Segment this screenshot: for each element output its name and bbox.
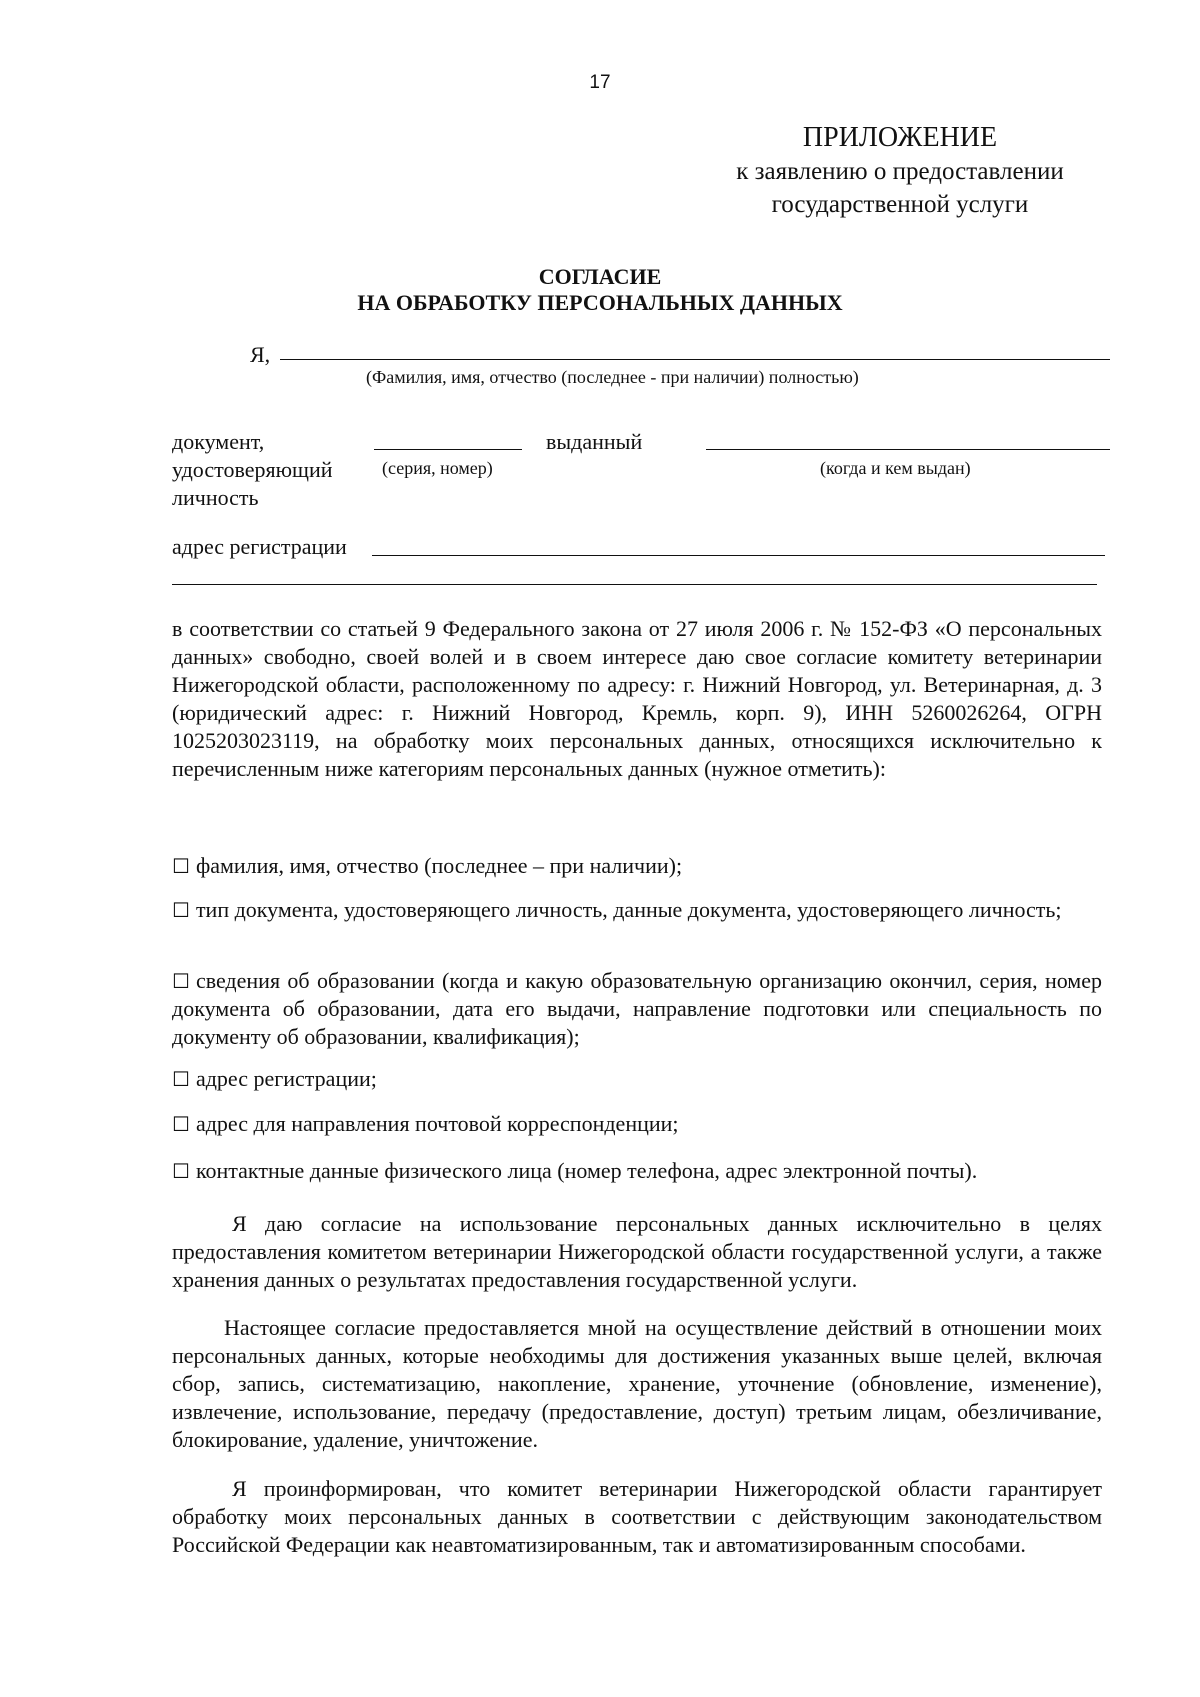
document-title: СОГЛАСИЕ (538, 264, 662, 289)
option-label: контактные данные физического лица (номер телефона, адрес электронной почты). (195, 1158, 978, 1183)
checkbox-icon[interactable]: ☐ (172, 1159, 190, 1183)
option-label: адрес для направления почтовой корреспонденции; (195, 1111, 679, 1136)
option-label: фамилия, имя, отчество (последнее – при наличии); (195, 853, 683, 878)
i-label: Я, (250, 342, 271, 367)
option-item (172, 1110, 1102, 1138)
checkbox-icon[interactable]: ☐ (172, 1067, 190, 1091)
option-item (172, 896, 1102, 924)
series-number-hint: (серия, номер) (382, 458, 493, 478)
appendix-subtitle-line1: к заявлению о предоставлении (736, 158, 1064, 185)
option-label: адрес регистрации; (195, 1066, 377, 1091)
option-item (172, 1065, 1102, 1093)
checkbox-icon[interactable]: ☐ (172, 854, 190, 878)
fio-field[interactable] (280, 359, 1110, 360)
issued-label: выданный (546, 429, 643, 454)
option-item (172, 967, 1102, 1051)
option-item (172, 1157, 1102, 1185)
address-field-continuation[interactable] (172, 584, 1097, 585)
guarantee-paragraph: Я проинформирован, что комитет ветеринарии Нижегородской области гарантирует обработку моих персональных данных в соответствии с действующим законодательством Российской Федерации как неавтоматизированным, так и автоматизированным способами. (172, 1476, 1102, 1557)
document-subtitle: НА ОБРАБОТКУ ПЕРСОНАЛЬНЫХ ДАННЫХ (357, 290, 843, 315)
option-item (172, 852, 1102, 880)
issued-field[interactable] (706, 449, 1110, 450)
checkbox-icon[interactable]: ☐ (172, 1112, 190, 1136)
address-field[interactable] (372, 555, 1105, 556)
option-label: тип документа, удостоверяющего личность, данные документа, удостоверяющего личность; (195, 897, 1062, 922)
purpose-paragraph: Я даю согласие на использование персональных данных исключительно в целях предоставления комитетом ветеринарии Нижегородской области государственной услуги, а также хранения данных о результатах предоставления государственной услуги. (172, 1211, 1102, 1292)
option-label: сведения об образовании (когда и какую образовательную организацию окончил, серия, номер документа об образовании, дата его выдачи, направление подготовки или специальность по документу об образовании, квалификация); (172, 968, 1102, 1049)
checkbox-icon[interactable]: ☐ (172, 969, 190, 993)
appendix-subtitle-line2: государственной услуги (771, 191, 1029, 218)
document-label-line3: личность (172, 485, 259, 510)
page-number: 17 (589, 72, 611, 93)
checkbox-icon[interactable]: ☐ (172, 898, 190, 922)
fio-hint: (Фамилия, имя, отчество (последнее - при наличии) полностью) (366, 367, 859, 387)
actions-paragraph: Настоящее согласие предоставляется мной на осуществление действий в отношении моих персональных данных, которые необходимы для достижения указанных выше целей, включая сбор, запись, систематизацию, накопление, хранение, уточнение (обновление, изменение), извлечение, использование, передачу (предоставление, доступ) третьим лицам, обезличивание, блокирование, удаление, уничтожение. (172, 1315, 1102, 1452)
series-number-field[interactable] (374, 449, 522, 450)
address-label: адрес регистрации (172, 534, 347, 559)
consent-intro-paragraph: в соответствии со статьей 9 Федерального закона от 27 июля 2006 г. № 152-ФЗ «О персональных данных» свободно, своей волей и в своем интересе даю свое согласие комитету ветеринарии Нижегородской области, расположенному по адресу: г. Нижний Новгород, ул. Ветеринарная, д. 3 (юридический адрес: г. Нижний Новгород, Кремль, корп. 9), ИНН 5260026264, ОГРН 1025203023119, на обработку моих персональных данных, относящихся исключительно к перечисленным ниже категориям персональных данных (нужное отметить): (172, 616, 1102, 781)
document-label-line1: документ, (172, 429, 265, 454)
issued-hint: (когда и кем выдан) (820, 458, 971, 478)
appendix-title: ПРИЛОЖЕНИЕ (802, 122, 998, 153)
document-label-line2: удостоверяющий (172, 457, 333, 482)
